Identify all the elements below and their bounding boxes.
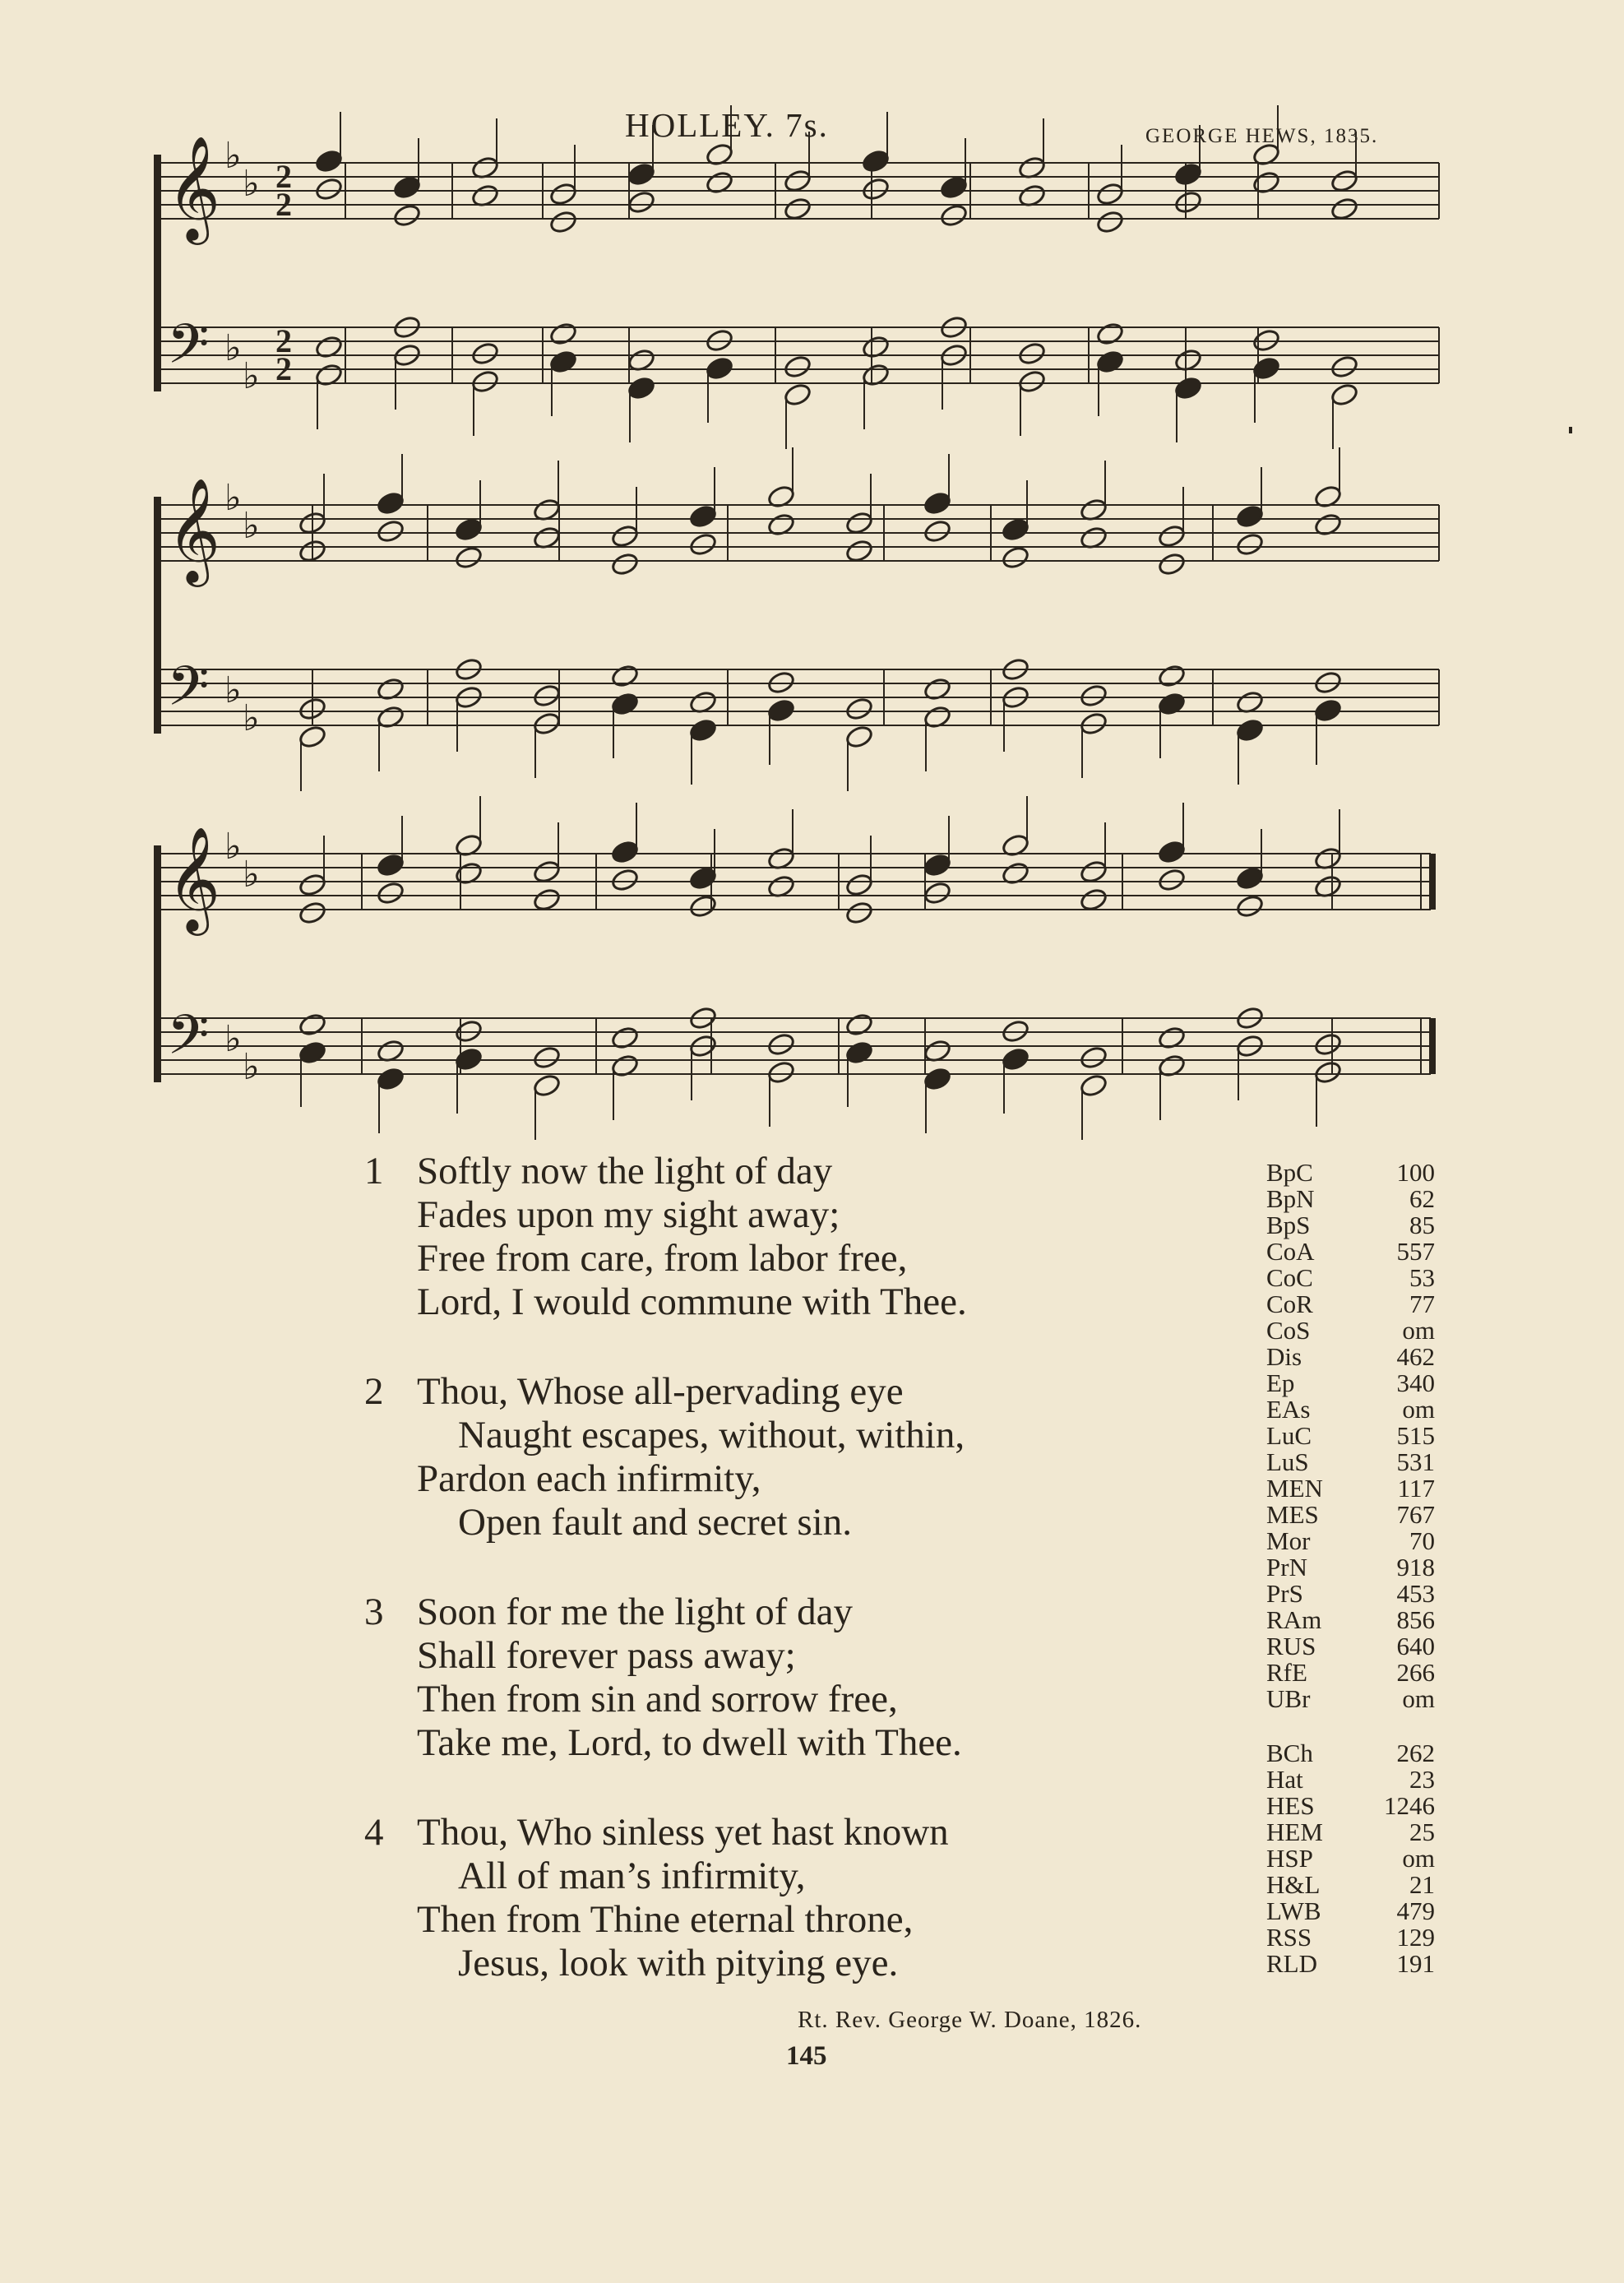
stanza xyxy=(364,1811,967,1985)
hymnal-ref-row xyxy=(1266,1845,1435,1872)
note-head xyxy=(298,873,327,898)
flat-sign: ♭ xyxy=(243,355,260,397)
hymnal-number: om xyxy=(1402,1395,1435,1424)
note-head xyxy=(1252,356,1281,382)
note-head xyxy=(1330,382,1359,408)
note-head xyxy=(532,683,562,709)
hymnal-ref-row xyxy=(1266,1239,1435,1265)
hymnal-number: 557 xyxy=(1396,1237,1435,1266)
hymn-title: HOLLEY. 7s. xyxy=(625,106,829,144)
note-head xyxy=(454,517,483,543)
note-head xyxy=(548,182,578,207)
note-head xyxy=(470,369,500,395)
verse-line: Then from sin and sorrow free, xyxy=(417,1678,898,1720)
hymnal-abbrev: Ep xyxy=(1266,1368,1295,1397)
verse-line: Soon for me the light of day xyxy=(417,1591,853,1633)
hymnal-abbrev: HEM xyxy=(1266,1818,1323,1846)
hymnal-number: 453 xyxy=(1396,1579,1435,1608)
verse-line: Free from care, from labor free, xyxy=(417,1237,908,1280)
hymnal-abbrev: CoC xyxy=(1266,1263,1313,1292)
system-bracket xyxy=(154,497,161,734)
note-head xyxy=(688,894,718,919)
note-head xyxy=(861,149,891,174)
note-head xyxy=(298,901,327,926)
note-head xyxy=(1313,698,1343,724)
note-head xyxy=(923,881,952,906)
hymnal-abbrev: PrN xyxy=(1266,1553,1307,1581)
note-head xyxy=(783,169,812,194)
hymnal-ref-row xyxy=(1266,1740,1435,1767)
hymnal-ref-row xyxy=(1266,1475,1435,1502)
hymnal-number: om xyxy=(1402,1316,1435,1345)
flat-sign: ♭ xyxy=(224,669,242,711)
hymnal-references xyxy=(1266,1160,1435,1977)
note-head xyxy=(610,552,640,577)
note-head xyxy=(1157,664,1187,689)
hymnal-abbrev: H&L xyxy=(1266,1870,1321,1899)
hymnal-ref-row xyxy=(1266,1212,1435,1239)
reference-group-1 xyxy=(1266,1160,1435,1712)
hymnal-number: 767 xyxy=(1396,1500,1435,1529)
hymnal-number: 266 xyxy=(1396,1658,1435,1687)
hymnal-number: 918 xyxy=(1396,1553,1435,1581)
note-head xyxy=(923,853,952,878)
note-head xyxy=(1079,859,1108,885)
system-bracket xyxy=(154,845,161,1082)
note-head xyxy=(688,866,718,891)
note-head xyxy=(1079,683,1108,709)
hymnal-abbrev: HSP xyxy=(1266,1844,1313,1873)
note-head xyxy=(1235,532,1265,558)
hymnal-ref-row xyxy=(1266,1924,1435,1951)
bass-clef: 𝄢 xyxy=(167,313,210,389)
flat-sign: ♭ xyxy=(224,826,242,868)
note-head xyxy=(610,524,640,549)
hymnal-number: 515 xyxy=(1396,1421,1435,1450)
stanza xyxy=(364,1150,967,1324)
note-head xyxy=(314,177,344,202)
note-head xyxy=(766,698,796,724)
bass-clef: 𝄢 xyxy=(167,1003,210,1080)
note-head xyxy=(923,491,952,516)
hymnal-number: 62 xyxy=(1409,1184,1435,1213)
hymnal-abbrev: RSS xyxy=(1266,1923,1312,1952)
note-head xyxy=(705,356,734,382)
treble-clef: 𝄞 xyxy=(167,135,221,240)
note-head xyxy=(548,210,578,235)
hymnal-ref-row xyxy=(1266,1502,1435,1528)
hymnal-abbrev: HES xyxy=(1266,1791,1315,1820)
flat-sign: ♭ xyxy=(224,477,242,519)
final-barline xyxy=(1429,1018,1436,1074)
note-head xyxy=(1235,718,1265,743)
hymnal-abbrev: LuS xyxy=(1266,1447,1309,1476)
hymnal-number: 129 xyxy=(1396,1923,1435,1952)
hymnal-abbrev: CoA xyxy=(1266,1237,1315,1266)
hymnal-abbrev: MEN xyxy=(1266,1474,1323,1503)
stanza-number: 3 xyxy=(364,1591,384,1633)
note-head xyxy=(1157,868,1187,893)
hymnal-number: 117 xyxy=(1397,1474,1435,1503)
hymnal-ref-row xyxy=(1266,1449,1435,1475)
note-head xyxy=(1173,376,1203,401)
note-head xyxy=(1235,504,1265,530)
flat-sign: ♭ xyxy=(243,1046,260,1088)
note-head xyxy=(1095,350,1125,375)
flat-sign: ♭ xyxy=(243,163,260,205)
hymnal-number: 100 xyxy=(1396,1158,1435,1187)
system-bracket xyxy=(154,155,161,391)
note-head xyxy=(1157,552,1187,577)
hymnal-abbrev: CoS xyxy=(1266,1316,1311,1345)
hymnal-ref-row xyxy=(1266,1793,1435,1819)
verse-line: Lord, I would commune with Thee. xyxy=(417,1280,967,1323)
note-head xyxy=(1313,1032,1343,1058)
hymnal-number: 531 xyxy=(1396,1447,1435,1476)
hymnal-ref-row xyxy=(1266,1265,1435,1291)
hymnal-abbrev: BpN xyxy=(1266,1184,1315,1213)
note-head xyxy=(548,322,578,347)
note-head xyxy=(627,376,656,401)
hymnal-number: 856 xyxy=(1396,1605,1435,1634)
note-head xyxy=(1157,840,1187,865)
note-head xyxy=(844,511,874,536)
note-head xyxy=(1017,341,1047,367)
note-head xyxy=(314,149,344,174)
note-head xyxy=(1330,197,1359,222)
hymnal-ref-row xyxy=(1266,1607,1435,1633)
flat-sign: ♭ xyxy=(224,1018,242,1060)
note-head xyxy=(766,1032,796,1058)
note-head xyxy=(532,887,562,913)
hymnal-abbrev: RfE xyxy=(1266,1658,1307,1687)
flat-sign: ♭ xyxy=(243,505,260,547)
note-head xyxy=(783,354,812,380)
hymnal-ref-row xyxy=(1266,1186,1435,1212)
composer-credit: GEORGE HEWS, 1835. xyxy=(1145,125,1379,147)
hymnal-abbrev: MES xyxy=(1266,1500,1319,1529)
note-head xyxy=(470,341,500,367)
stanza xyxy=(364,1370,967,1544)
treble-clef: 𝄞 xyxy=(167,826,221,931)
hymnal-ref-row xyxy=(1266,1423,1435,1449)
note-head xyxy=(392,203,422,229)
note-head xyxy=(454,1047,483,1072)
note-head xyxy=(844,725,874,750)
hymnal-ref-row xyxy=(1266,1554,1435,1581)
reference-gap xyxy=(1266,1712,1435,1740)
note-head xyxy=(1235,866,1265,891)
note-head xyxy=(1095,210,1125,235)
hymnal-number: 85 xyxy=(1409,1211,1435,1239)
note-head xyxy=(1313,1060,1343,1086)
hymnal-abbrev: LuC xyxy=(1266,1421,1312,1450)
hymnal-number: om xyxy=(1402,1684,1435,1713)
note-head xyxy=(783,197,812,222)
note-head xyxy=(1079,711,1108,737)
note-head xyxy=(532,711,562,737)
note-head xyxy=(844,1012,874,1038)
verse-line: Softly now the light of day xyxy=(417,1150,833,1192)
time-signature: 2 xyxy=(275,322,292,359)
hymnal-ref-row xyxy=(1266,1344,1435,1370)
note-head xyxy=(610,840,640,865)
hymnal-abbrev: BCh xyxy=(1266,1739,1313,1767)
hymnal-ref-row xyxy=(1266,1317,1435,1344)
verse-line: Naught escapes, without, within, xyxy=(458,1414,965,1456)
hymnal-number: 640 xyxy=(1396,1632,1435,1660)
verse-line: Fades upon my sight away; xyxy=(417,1193,840,1236)
note-head xyxy=(1079,887,1108,913)
note-head xyxy=(610,868,640,893)
note-head xyxy=(627,190,656,215)
hymnal-ref-row xyxy=(1266,1160,1435,1186)
hymnal-ref-row xyxy=(1266,1951,1435,1977)
note-head xyxy=(1330,169,1359,194)
note-head xyxy=(923,1067,952,1092)
hymnal-abbrev: RUS xyxy=(1266,1632,1316,1660)
note-head xyxy=(939,203,969,229)
hymnal-ref-row xyxy=(1266,1686,1435,1712)
hymnal-abbrev: PrS xyxy=(1266,1579,1303,1608)
note-head xyxy=(1173,190,1203,215)
text-author: Rt. Rev. George W. Doane, 1826. xyxy=(798,2007,1142,2033)
time-signature: 2 xyxy=(275,158,292,195)
hymnal-number: 25 xyxy=(1409,1818,1435,1846)
note-head xyxy=(298,1012,327,1038)
hymnal-number: 479 xyxy=(1396,1896,1435,1925)
stray-mark xyxy=(1569,427,1572,433)
hymnal-number: 53 xyxy=(1409,1263,1435,1292)
note-head xyxy=(939,175,969,201)
hymnal-number: 462 xyxy=(1396,1342,1435,1371)
note-head xyxy=(844,873,874,898)
note-head xyxy=(376,853,405,878)
note-head xyxy=(688,532,718,558)
note-head xyxy=(1017,369,1047,395)
hymnal-number: 70 xyxy=(1409,1526,1435,1555)
hymnal-ref-row xyxy=(1266,1819,1435,1845)
hymnal-ref-row xyxy=(1266,1767,1435,1793)
verse-line: Then from Thine eternal throne, xyxy=(417,1898,914,1941)
note-head xyxy=(1079,1045,1108,1071)
stanza-number: 2 xyxy=(364,1370,384,1413)
verse-line: Pardon each infirmity, xyxy=(417,1457,761,1500)
note-head xyxy=(532,1073,562,1099)
note-head xyxy=(376,519,405,544)
note-head xyxy=(1095,322,1125,347)
stanza-number: 4 xyxy=(364,1811,384,1854)
note-head xyxy=(392,175,422,201)
flat-sign: ♭ xyxy=(224,135,242,177)
hymnal-abbrev: CoR xyxy=(1266,1290,1313,1318)
note-head xyxy=(376,881,405,906)
hymn-verses xyxy=(364,1150,967,2031)
verse-line: Jesus, look with pitying eye. xyxy=(458,1942,899,1984)
verse-line: Shall forever pass away; xyxy=(417,1634,796,1677)
time-signature: 2 xyxy=(275,350,292,387)
hymnal-ref-row xyxy=(1266,1581,1435,1607)
hymnal-number: 1246 xyxy=(1384,1791,1435,1820)
note-head xyxy=(844,697,874,722)
hymnal-abbrev: Dis xyxy=(1266,1342,1302,1371)
verse-line: Open fault and secret sin. xyxy=(458,1501,852,1544)
reference-group-2 xyxy=(1266,1740,1435,1977)
hymnal-number: 21 xyxy=(1409,1870,1435,1899)
note-head xyxy=(688,718,718,743)
note-head xyxy=(298,725,327,750)
hymnal-ref-row xyxy=(1266,1633,1435,1660)
flat-sign: ♭ xyxy=(243,854,260,896)
hymnal-number: 23 xyxy=(1409,1765,1435,1794)
note-head xyxy=(532,859,562,885)
note-head xyxy=(861,177,891,202)
note-head xyxy=(627,162,656,188)
note-head xyxy=(610,664,640,689)
note-head xyxy=(1001,545,1030,571)
hymnal-abbrev: RLD xyxy=(1266,1949,1317,1978)
note-head xyxy=(783,382,812,408)
note-head xyxy=(1001,1047,1030,1072)
note-head xyxy=(548,350,578,375)
hymnal-abbrev: UBr xyxy=(1266,1684,1311,1713)
verse-line: Take me, Lord, to dwell with Thee. xyxy=(417,1721,962,1764)
treble-clef: 𝄞 xyxy=(167,477,221,582)
hymnal-number: 340 xyxy=(1396,1368,1435,1397)
note-head xyxy=(844,901,874,926)
note-head xyxy=(1235,894,1265,919)
hymnal-abbrev: BpS xyxy=(1266,1211,1311,1239)
note-head xyxy=(688,504,718,530)
hymnal-ref-row xyxy=(1266,1396,1435,1423)
hymnal-number: om xyxy=(1402,1844,1435,1873)
note-head xyxy=(1095,182,1125,207)
hymnal-ref-row xyxy=(1266,1872,1435,1898)
bass-clef: 𝄢 xyxy=(167,655,210,731)
hymnal-abbrev: Mor xyxy=(1266,1526,1311,1555)
final-barline xyxy=(1429,854,1436,910)
hymnal-ref-row xyxy=(1266,1528,1435,1554)
hymnal-abbrev: Hat xyxy=(1266,1765,1303,1794)
hymnal-ref-row xyxy=(1266,1370,1435,1396)
note-head xyxy=(844,539,874,564)
verse-line: Thou, Whose all-pervading eye xyxy=(417,1370,904,1413)
hymnal-ref-row xyxy=(1266,1898,1435,1924)
stanza-number: 1 xyxy=(364,1150,384,1192)
hymnal-ref-row xyxy=(1266,1291,1435,1317)
page-number: 145 xyxy=(786,2041,827,2071)
note-head xyxy=(1173,162,1203,188)
note-head xyxy=(454,545,483,571)
flat-sign: ♭ xyxy=(224,327,242,369)
verse-line: All of man’s infirmity, xyxy=(458,1855,806,1897)
note-head xyxy=(298,1040,327,1066)
verse-line: Thou, Who sinless yet hast known xyxy=(417,1811,949,1854)
note-head xyxy=(376,491,405,516)
note-head xyxy=(1157,692,1187,717)
note-head xyxy=(844,1040,874,1066)
note-head xyxy=(1157,524,1187,549)
hymnal-number: 191 xyxy=(1396,1949,1435,1978)
note-head xyxy=(376,1067,405,1092)
hymnal-abbrev: RAm xyxy=(1266,1605,1322,1634)
note-head xyxy=(923,519,952,544)
stanza xyxy=(364,1591,967,1765)
note-head xyxy=(610,692,640,717)
hymnal-ref-row xyxy=(1266,1660,1435,1686)
note-head xyxy=(1079,1073,1108,1099)
note-head xyxy=(1330,354,1359,380)
hymnal-abbrev: BpC xyxy=(1266,1158,1313,1187)
hymnal-number: 262 xyxy=(1396,1739,1435,1767)
note-head xyxy=(532,1045,562,1071)
hymnal-abbrev: LWB xyxy=(1266,1896,1321,1925)
time-signature: 2 xyxy=(275,186,292,223)
flat-sign: ♭ xyxy=(243,697,260,739)
hymnal-abbrev: EAs xyxy=(1266,1395,1311,1424)
note-head xyxy=(766,1060,796,1086)
hymnal-number: 77 xyxy=(1409,1290,1435,1318)
note-head xyxy=(1001,517,1030,543)
